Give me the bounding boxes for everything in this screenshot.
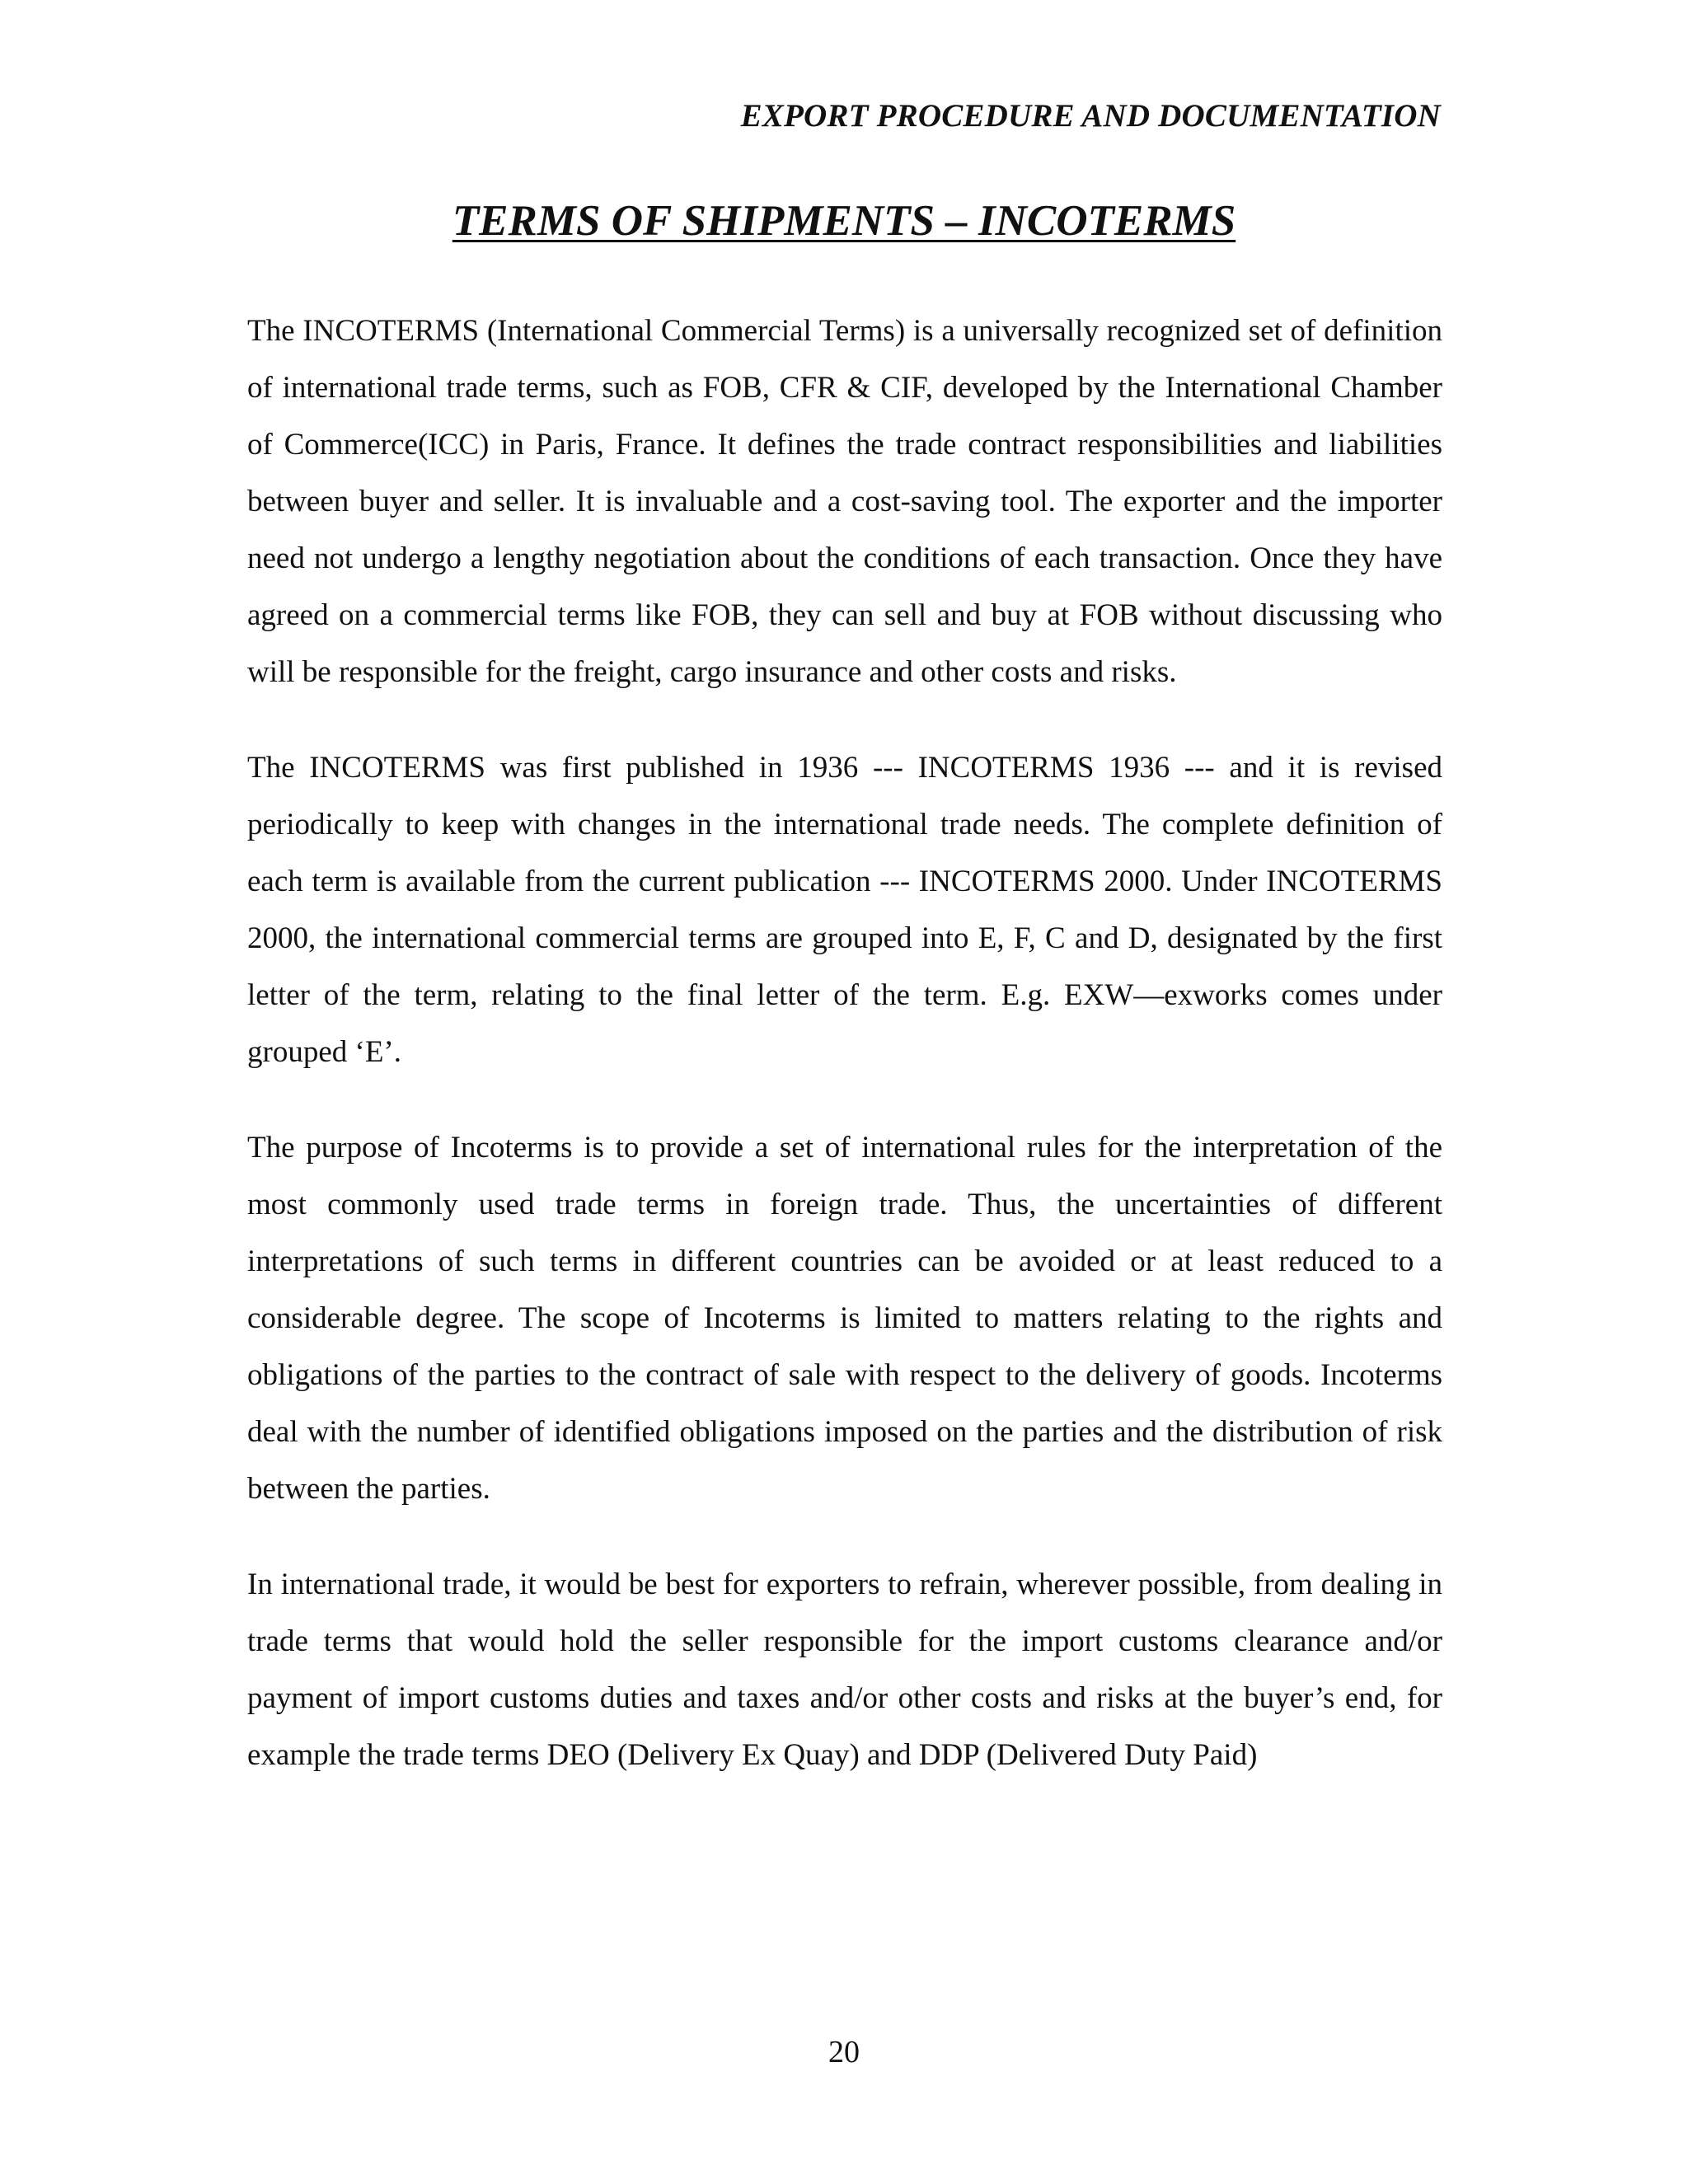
paragraph: The INCOTERMS was first published in 1936 --- INCOTERMS 1936 --- and it is revised periodically to keep with changes in the international trade needs. The complete definition of each term is available from the current publication --- INCOTERMS 2000. Under INCOTERMS 2000, the international commercial terms are grouped into E, F, C and D, designated by the first letter of the term, relating to the final letter of the term. E.g. EXW—exworks comes under grouped ‘E’. (247, 751, 1442, 1069)
page-number: 20 (828, 2035, 860, 2069)
paragraph: In international trade, it would be best for exporters to refrain, wherever possible, from dealing in trade terms that would hold the seller responsible for the import customs clearance and/or payment of import customs duties and taxes and/or other costs and risks at the buyer’s end, for example the trade terms DEO (Delivery Ex Quay) and DDP (Delivered Duty Paid) (247, 1568, 1442, 1772)
page-title: TERMS OF SHIPMENTS – INCOTERMS (452, 197, 1236, 245)
running-header: EXPORT PROCEDURE AND DOCUMENTATION (740, 98, 1441, 134)
body-text (247, 302, 1442, 1822)
paragraph: The purpose of Incoterms is to provide a set of international rules for the interpretation of the most commonly used trade terms in foreign trade. Thus, the uncertainties of different interpretations of such terms in different countries can be avoided or at least reduced to a considerable degree. The scope of Incoterms is limited to matters relating to the rights and obligations of the parties to the contract of sale with respect to the delivery of goods. Incoterms deal with the number of identified obligations imposed on the parties and the distribution of risk between the parties. (247, 1131, 1442, 1506)
paragraph: The INCOTERMS (International Commercial Terms) is a universally recognized set of definition of international trade terms, such as FOB, CFR & CIF, developed by the International Chamber of Commerce(ICC) in Paris, France. It defines the trade contract responsibilities and liabilities between buyer and seller. It is invaluable and a cost-saving tool. The exporter and the importer need not undergo a lengthy negotiation about the conditions of each transaction. Once they have agreed on a commercial terms like FOB, they can sell and buy at FOB without discussing who will be responsible for the freight, cargo insurance and other costs and risks. (247, 314, 1442, 689)
